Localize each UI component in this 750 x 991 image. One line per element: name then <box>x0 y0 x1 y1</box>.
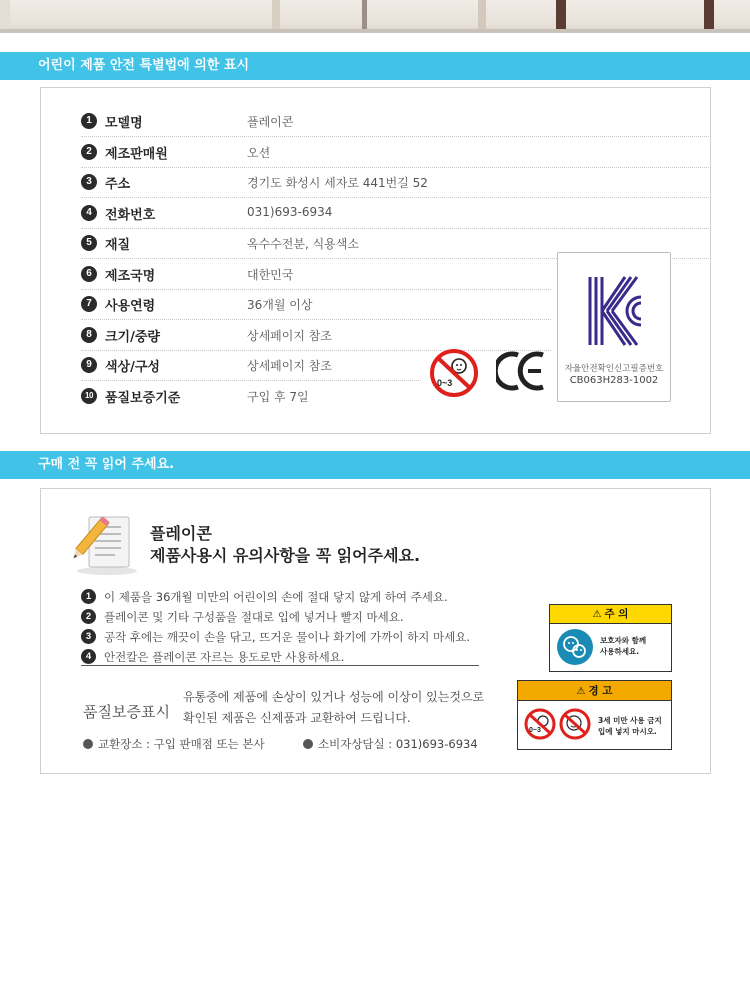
kc-certificate-number: CB063H283-1002 <box>569 375 659 386</box>
notice-section-header: 구매 전 꼭 읽어 주세요. <box>0 451 750 479</box>
spec-value: 상세페이지 참조 <box>247 328 332 343</box>
caution-text: 안전칼은 플레이콘 자르는 용도로만 사용하세요. <box>104 650 345 664</box>
spec-number-badge: 7 <box>81 296 97 312</box>
kc-certificate-label: 자율안전확인신고필증번호 <box>564 364 664 374</box>
warning-panel-header <box>518 681 671 701</box>
caution-text: 이 제품을 36개월 미만의 어린이의 손에 절대 닿지 않게 하여 주세요. <box>104 590 448 604</box>
kc-certification-card <box>557 252 671 402</box>
spec-number-badge: 8 <box>81 327 97 343</box>
notice-divider <box>81 665 479 666</box>
warning-triangle-icon: ⚠ <box>576 686 586 697</box>
spec-label: 전화번호 <box>105 207 156 223</box>
spec-row <box>81 381 421 412</box>
spec-value: 031)693-6934 <box>247 204 333 219</box>
usage-notice-box <box>40 488 711 774</box>
exchange-info <box>83 736 265 752</box>
spec-label: 색상/구성 <box>105 360 160 375</box>
spec-label: 품질보증기준 <box>105 390 181 406</box>
product-info-box <box>40 87 711 434</box>
quality-text-line2: 확인된 제품은 신제품과 교환하여 드립니다. <box>183 711 411 725</box>
spec-number-badge: 5 <box>81 235 97 251</box>
spec-number-badge: 10 <box>81 388 97 404</box>
spec-label: 모델명 <box>105 116 143 131</box>
notice-heading: 제품사용시 유의사항을 꼭 읽어주세요. <box>150 546 421 565</box>
spec-label: 주소 <box>105 177 131 192</box>
warning-age-label: 0~3 <box>529 727 541 734</box>
warning-panel <box>517 680 672 750</box>
spec-row <box>81 289 551 320</box>
spec-label: 제조판매원 <box>105 146 168 162</box>
spec-value: 구입 후 7일 <box>247 389 309 404</box>
age-mark-label: 0~3 <box>437 378 453 388</box>
bullet-icon <box>303 739 313 749</box>
parent-supervision-icon <box>556 628 594 666</box>
spec-number-badge: 9 <box>81 357 97 373</box>
exchange-text: 교환장소 : 구입 판매점 또는 본사 <box>98 737 265 751</box>
caution-number-badge: 4 <box>81 649 96 664</box>
top-product-photo <box>0 0 750 33</box>
spec-row <box>81 259 551 290</box>
spec-number-badge: 3 <box>81 174 97 190</box>
warning-triangle-icon: ⚠ <box>592 609 602 620</box>
warning-head-text: 경 고 <box>588 685 613 697</box>
spec-row <box>81 137 711 168</box>
no-under-3-icon <box>524 708 556 740</box>
spec-value: 대한민국 <box>247 267 294 282</box>
quality-text-line1: 유통중에 제품에 손상이 있거나 성능에 이상이 있는것으로 <box>183 690 485 704</box>
caution-text: 플레이콘 및 기타 구성품을 절대로 입에 넣거나 빨지 마세요. <box>104 610 404 624</box>
caution-head-text: 주 의 <box>604 608 629 620</box>
caution-panel-header <box>550 605 671 624</box>
spec-value: 플레이콘 <box>247 115 294 129</box>
caution-number-badge: 2 <box>81 609 96 624</box>
spec-value: 상세페이지 참조 <box>247 359 332 373</box>
spec-number-badge: 6 <box>81 266 97 282</box>
spec-value: 오션 <box>247 145 271 160</box>
consumer-info <box>303 736 478 752</box>
kc-mark-icon <box>587 275 643 347</box>
caution-panel <box>549 604 672 672</box>
spec-number-badge: 1 <box>81 113 97 129</box>
spec-row <box>81 198 711 229</box>
spec-number-badge: 2 <box>81 144 97 160</box>
warning-panel-text: 3세 미만 사용 금지 입에 넣지 마시오. <box>598 716 662 736</box>
no-mouth-icon <box>559 708 591 740</box>
caution-number-badge: 1 <box>81 589 96 604</box>
spec-value: 옥수수전분, 식용색소 <box>247 237 359 251</box>
caution-text: 공작 후에는 깨끗이 손을 닦고, 뜨거운 물이나 화기에 가까이 하지 마세요. <box>104 630 471 644</box>
spec-value: 36개월 이상 <box>247 298 313 312</box>
spec-label: 사용연령 <box>105 299 156 314</box>
spec-row <box>81 350 421 381</box>
spec-label: 크기/중량 <box>105 329 160 345</box>
quality-label: 품질보증표시 <box>83 703 170 721</box>
no-under-3-icon <box>429 348 479 398</box>
spec-row <box>81 106 711 137</box>
consumer-text: 소비자상담실 : 031)693-6934 <box>318 737 478 751</box>
safety-section-header: 어린이 제품 안전 특별법에 의한 표시 <box>0 52 750 80</box>
spec-row <box>81 320 551 351</box>
caution-panel-text: 보호자와 함께 사용하세요. <box>600 636 647 656</box>
spec-label: 재질 <box>105 238 131 253</box>
spec-label: 제조국명 <box>105 268 156 284</box>
spec-row <box>81 167 711 198</box>
bullet-icon <box>83 739 93 749</box>
notice-product-name: 플레이콘 <box>150 524 212 543</box>
document-pencil-icon <box>71 513 141 577</box>
caution-number-badge: 3 <box>81 629 96 644</box>
ce-mark-icon <box>496 351 546 391</box>
spec-value: 경기도 화성시 세자로 441번길 52 <box>247 176 428 190</box>
spec-number-badge: 4 <box>81 205 97 221</box>
